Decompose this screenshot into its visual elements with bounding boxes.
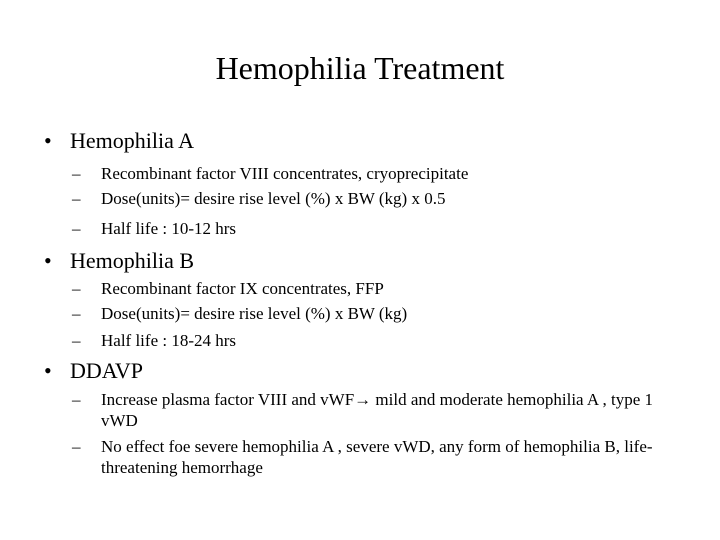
- bullet-heading: Hemophilia B: [70, 248, 195, 273]
- sub-bullet: [72, 436, 692, 478]
- dash-marker: –: [72, 189, 81, 208]
- dash-marker: –: [72, 390, 81, 409]
- dash-marker: –: [72, 219, 81, 238]
- sub-bullet: [72, 389, 692, 431]
- sub-bullet-text: Dose(units)= desire rise level (%) x BW (kg): [101, 304, 408, 323]
- sub-bullet-text: Recombinant factor IX concentrates, FFP: [101, 279, 384, 298]
- sub-bullet-text: Recombinant factor VIII concentrates, cryoprecipitate: [101, 164, 469, 183]
- sub-bullet-text: No effect foe severe hemophilia A , severe vWD, any form of hemophilia B, life-threatening hemorrhage: [101, 437, 653, 477]
- sub-bullet: [72, 330, 692, 351]
- sub-bullet: [72, 303, 692, 324]
- sub-bullet-text: Half life : 18-24 hrs: [101, 331, 237, 350]
- bullet-marker: •: [44, 358, 52, 383]
- sub-bullet-text: Half life : 10-12 hrs: [101, 219, 237, 238]
- bullet-marker: •: [44, 128, 52, 153]
- dash-marker: –: [72, 279, 81, 298]
- sub-bullet-text: Increase plasma factor VIII and vWF→ mild and moderate hemophilia A , type 1 vWD: [101, 390, 654, 430]
- sub-bullet: [72, 163, 692, 184]
- dash-marker: –: [72, 164, 81, 183]
- bullet-hemophilia-a: [44, 128, 194, 154]
- slide-title: Hemophilia Treatment: [215, 50, 505, 86]
- sub-bullet: [72, 188, 692, 209]
- bullet-ddavp: [44, 358, 143, 384]
- dash-marker: –: [72, 304, 81, 323]
- sub-bullet-text: Dose(units)= desire rise level (%) x BW (kg) x 0.5: [101, 189, 446, 208]
- bullet-heading: Hemophilia A: [70, 128, 195, 153]
- dash-marker: –: [72, 437, 81, 456]
- sub-bullet: [72, 278, 692, 299]
- bullet-marker: •: [44, 248, 52, 273]
- bullet-hemophilia-b: [44, 248, 194, 274]
- dash-marker: –: [72, 331, 81, 350]
- bullet-heading: DDAVP: [70, 358, 143, 383]
- sub-bullet: [72, 218, 692, 239]
